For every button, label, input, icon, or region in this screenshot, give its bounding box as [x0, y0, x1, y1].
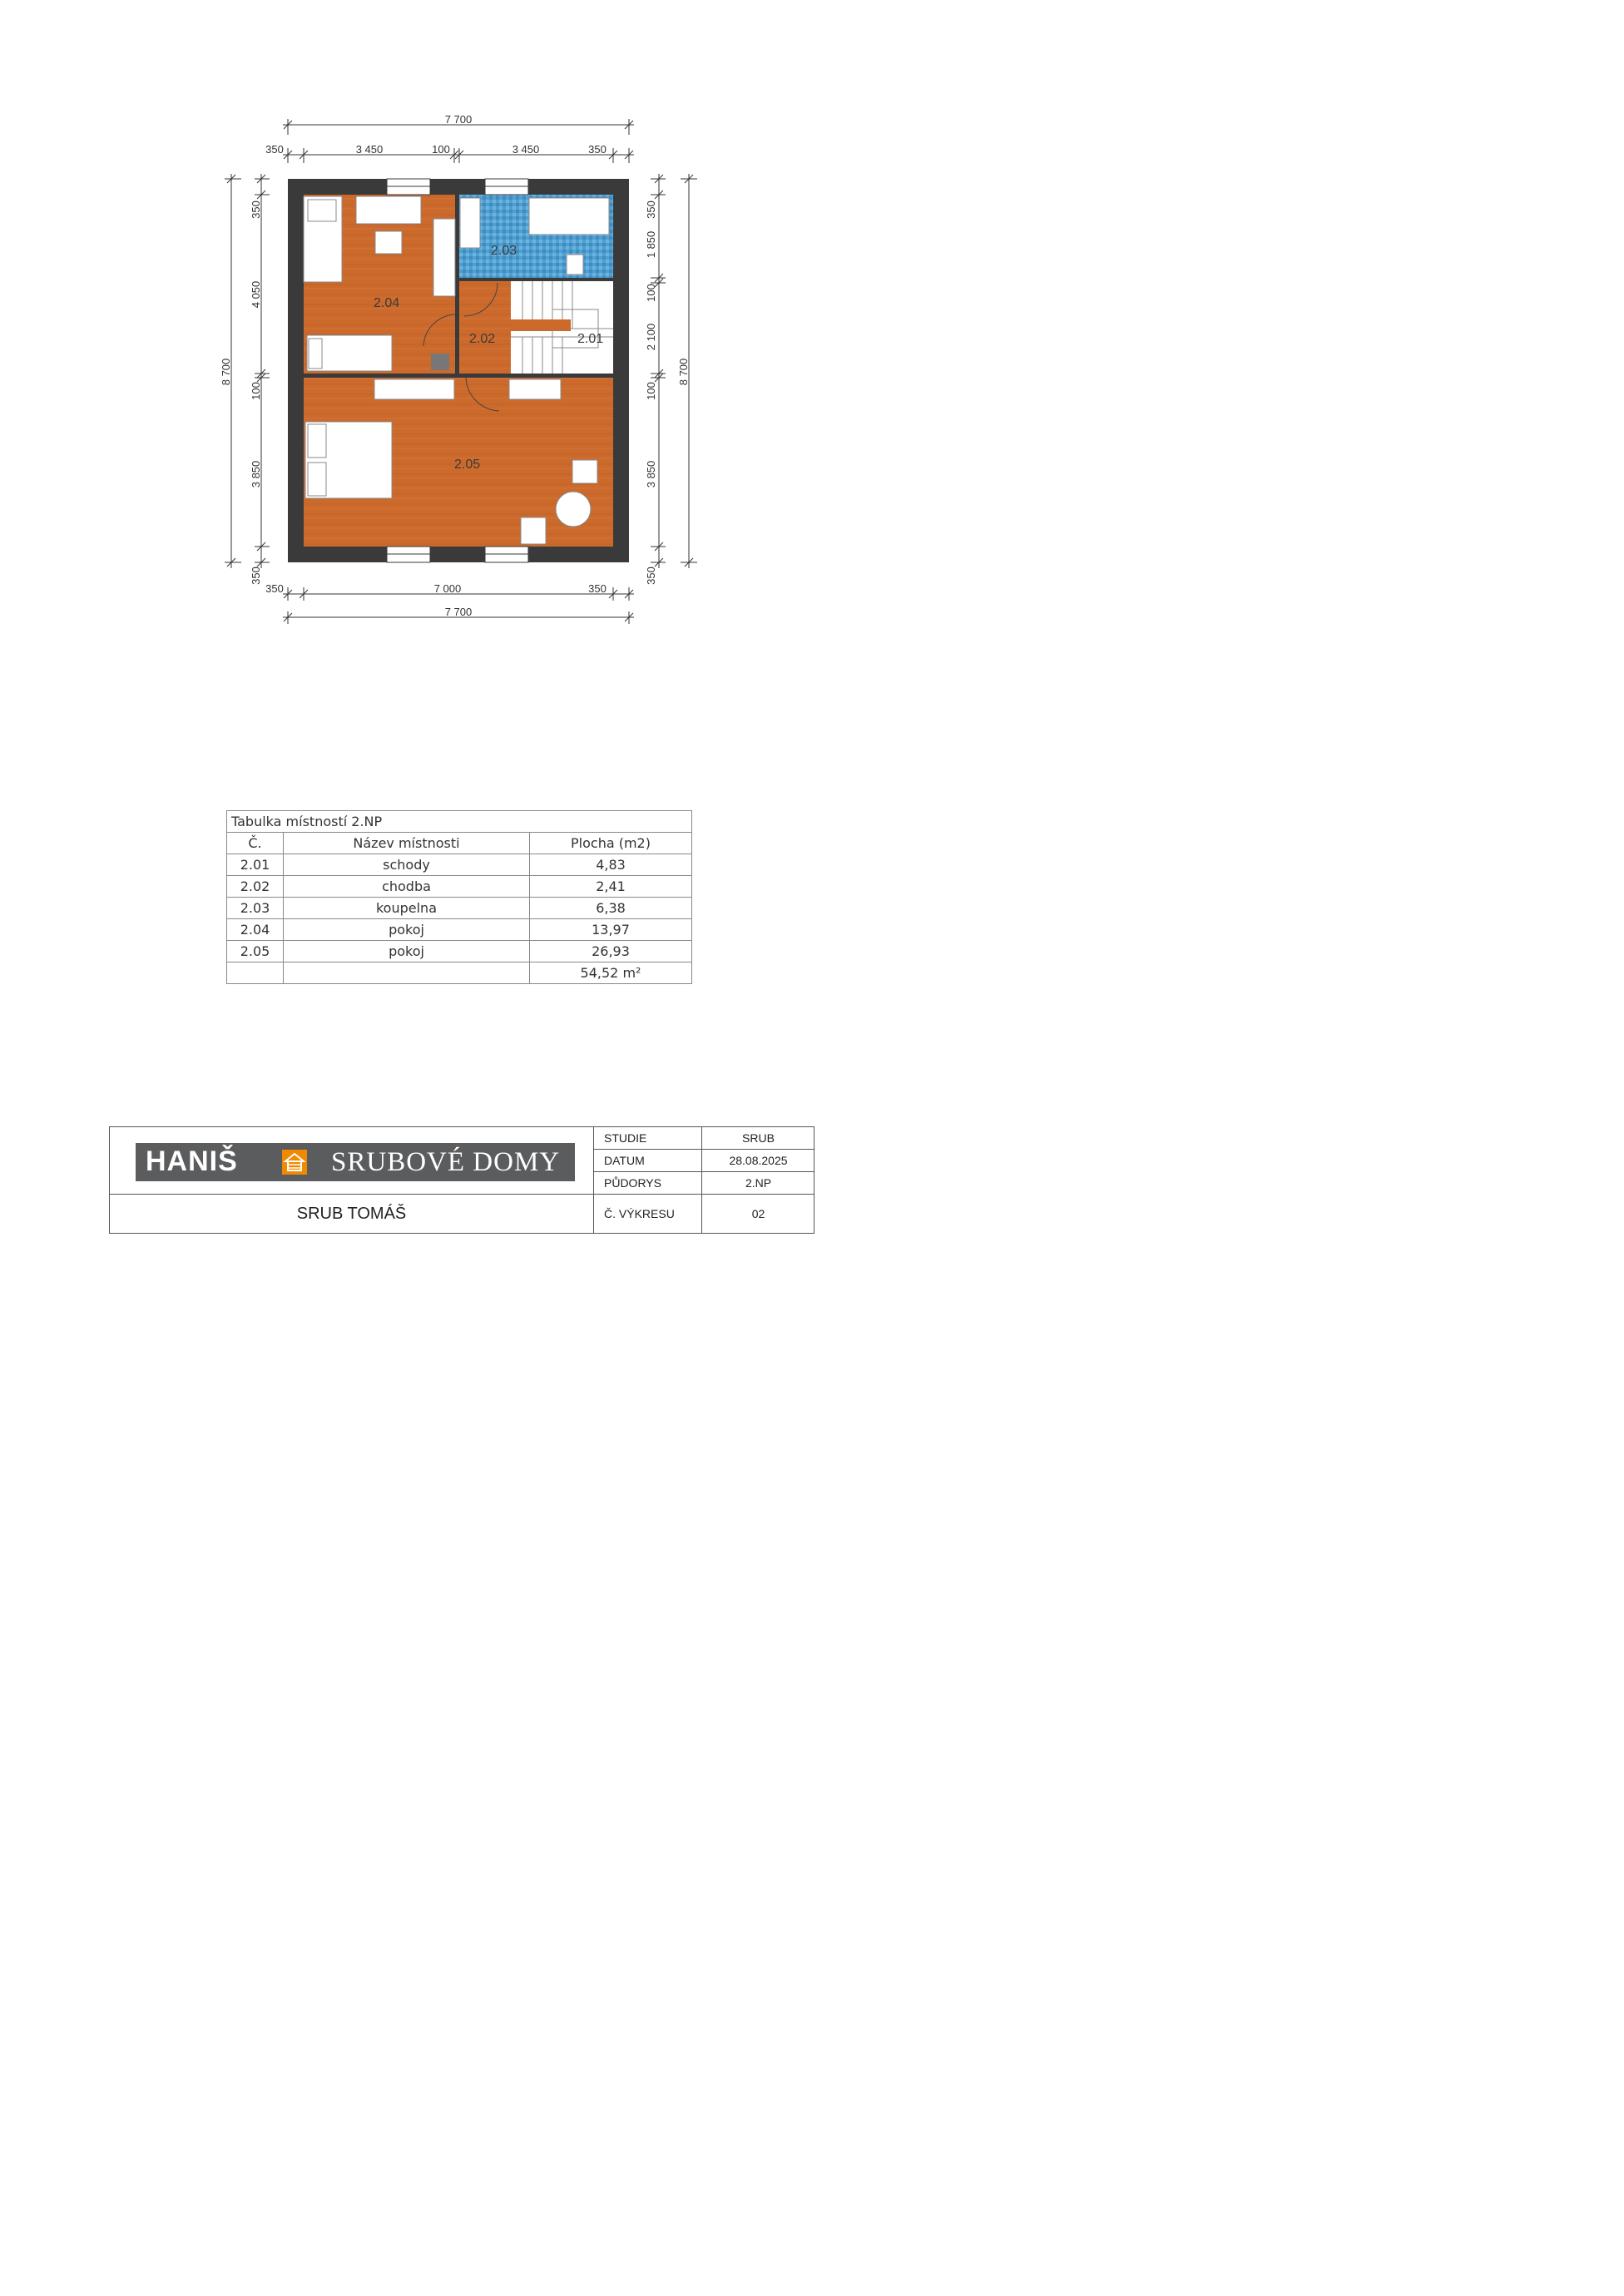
- table-row: [227, 854, 692, 876]
- field-value: 02: [751, 1207, 765, 1220]
- total-area: 54,52 m²: [530, 962, 692, 984]
- room-label-2-01: 2.01: [577, 332, 604, 346]
- dim-left-upper-room: 4 050: [250, 280, 262, 309]
- row-number: 2.04: [227, 919, 284, 941]
- table-row: [227, 919, 692, 941]
- dim-bottom-left-wall: 350: [265, 582, 284, 595]
- field-studie: [594, 1127, 814, 1150]
- field-pudorys: [594, 1172, 814, 1195]
- dim-right-lower-room: 3 850: [645, 460, 657, 488]
- table-row: [227, 876, 692, 898]
- row-number: 2.05: [227, 941, 284, 962]
- field-value: SRUB: [742, 1131, 775, 1145]
- dim-right-top-wall: 350: [645, 200, 657, 219]
- dim-top-right-room: 3 450: [512, 143, 540, 156]
- header-number: Č.: [227, 833, 284, 854]
- table-row: [227, 898, 692, 919]
- room-2-02-floor: [459, 281, 511, 374]
- room-table-header: [227, 833, 692, 854]
- field-value: 2.NP: [745, 1176, 772, 1190]
- field-datum: [594, 1150, 814, 1172]
- row-area: 2,41: [530, 876, 692, 898]
- row-name: pokoj: [284, 941, 530, 962]
- room-label-2-04: 2.04: [374, 296, 400, 310]
- field-key: STUDIE: [594, 1127, 702, 1149]
- field-key: Č. VÝKRESU: [594, 1195, 702, 1234]
- dim-right-stairs: 2 100: [645, 323, 657, 351]
- dim-left-top-wall: 350: [250, 200, 262, 219]
- floor-plan-drawing: [0, 0, 918, 749]
- stove: [431, 354, 449, 370]
- dim-right-overall: 8 700: [677, 358, 690, 386]
- room-table-caption: Tabulka místností 2.NP: [227, 811, 692, 833]
- dim-left-bottom-wall: 350: [250, 567, 262, 585]
- table-total-row: [227, 962, 692, 984]
- dim-top-left-wall: 350: [265, 143, 284, 156]
- row-name: koupelna: [284, 898, 530, 919]
- room-label-2-02: 2.02: [469, 332, 496, 346]
- dim-top-overall: 7 700: [444, 113, 473, 126]
- logo-brand: HANIŠ: [146, 1146, 238, 1177]
- dim-right-bottom-wall: 350: [645, 567, 657, 585]
- dim-left-lower-room: 3 850: [250, 460, 262, 488]
- dim-top-left-room: 3 450: [355, 143, 384, 156]
- dim-top-middle-wall: 100: [432, 143, 450, 156]
- field-key: DATUM: [594, 1150, 702, 1171]
- dim-right-wall-a: 100: [645, 284, 657, 302]
- log-cabin-icon: [282, 1150, 307, 1175]
- dim-left-middle-wall: 100: [250, 382, 262, 400]
- table-row: [227, 941, 692, 962]
- row-area: 26,93: [530, 941, 692, 962]
- row-area: 13,97: [530, 919, 692, 941]
- room-label-2-03: 2.03: [491, 244, 517, 258]
- project-name: SRUB TOMÁŠ: [110, 1195, 594, 1234]
- dim-bottom-overall: 7 700: [444, 606, 473, 618]
- header-area: Plocha (m2): [530, 833, 692, 854]
- dim-right-bath: 1 850: [645, 230, 657, 259]
- logo-tagline: SRUBOVÉ DOMY: [331, 1147, 561, 1177]
- field-value: 28.08.2025: [729, 1154, 788, 1167]
- room-table: [226, 810, 692, 984]
- row-number: 2.02: [227, 876, 284, 898]
- company-logo: [136, 1143, 575, 1181]
- row-area: 6,38: [530, 898, 692, 919]
- dim-left-overall: 8 700: [220, 358, 232, 386]
- row-area: 4,83: [530, 854, 692, 876]
- dim-right-wall-b: 100: [645, 382, 657, 400]
- dim-bottom-right-wall: 350: [588, 582, 607, 595]
- row-name: chodba: [284, 876, 530, 898]
- row-name: pokoj: [284, 919, 530, 941]
- header-name: Název místnosti: [284, 833, 530, 854]
- dim-bottom-inner: 7 000: [433, 582, 462, 595]
- dim-top-right-wall: 350: [588, 143, 607, 156]
- row-name: schody: [284, 854, 530, 876]
- dimension-lines-right: [651, 174, 697, 568]
- field-key: PŮDORYS: [594, 1172, 702, 1194]
- row-number: 2.01: [227, 854, 284, 876]
- title-block: [109, 1126, 814, 1234]
- room-label-2-05: 2.05: [454, 458, 481, 472]
- row-number: 2.03: [227, 898, 284, 919]
- stair-landing: [511, 319, 571, 331]
- field-cislo-vykresu: [594, 1195, 814, 1234]
